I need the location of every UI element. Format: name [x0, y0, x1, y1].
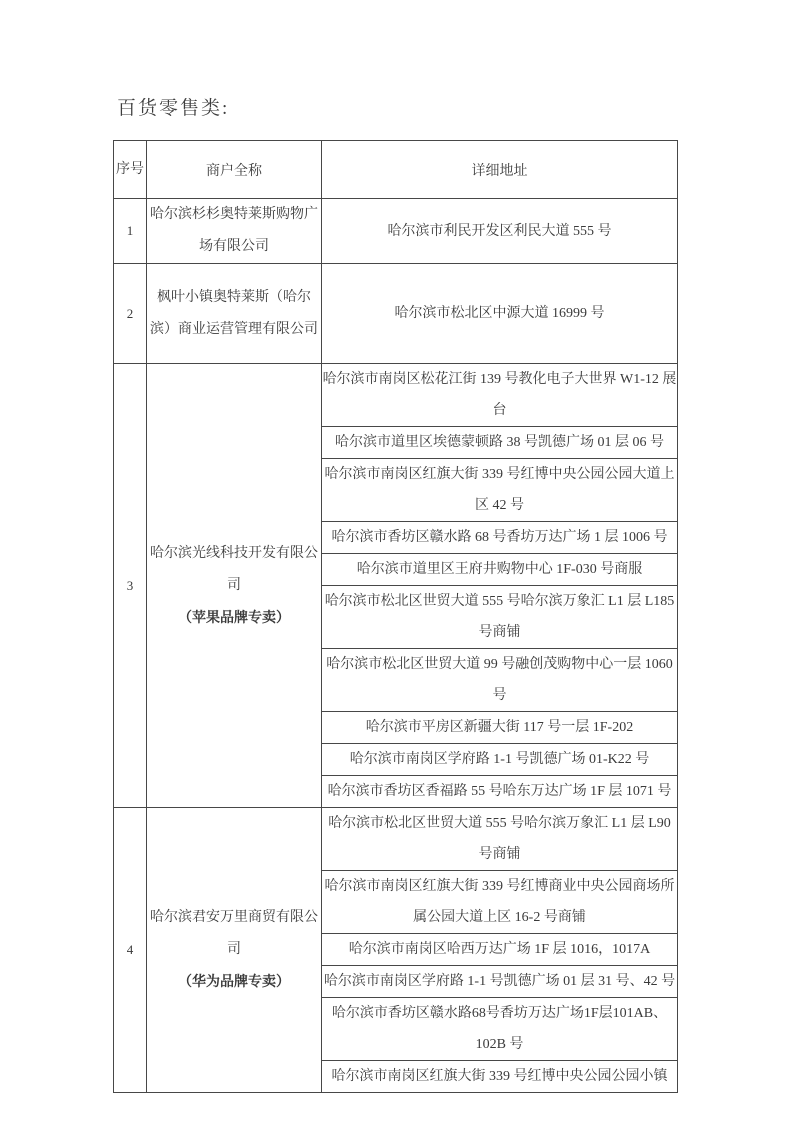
- header-address: 详细地址: [322, 141, 678, 199]
- header-merchant-name: 商户全称: [147, 141, 322, 199]
- address-cell: 哈尔滨市南岗区红旗大街 339 号红博中央公园公园小镇: [322, 1061, 678, 1093]
- table-row: [114, 199, 678, 264]
- merchant-name: 哈尔滨杉杉奥特莱斯购物广场有限公司: [150, 207, 318, 254]
- table-row: [114, 808, 678, 871]
- address-cell: 哈尔滨市南岗区红旗大街 339 号红博中央公园公园大道上区 42 号: [322, 459, 678, 522]
- address-cell: 哈尔滨市道里区埃德蒙顿路 38 号凯德广场 01 层 06 号: [322, 427, 678, 459]
- merchant-name: 哈尔滨君安万里商贸有限公司: [150, 910, 318, 957]
- address-cell: 哈尔滨市南岗区学府路 1-1 号凯德广场 01 层 31 号、42 号: [322, 966, 678, 998]
- merchant-brand-label: （华为品牌专卖）: [178, 974, 290, 990]
- address-cell: 哈尔滨市利民开发区利民大道 555 号: [322, 199, 678, 264]
- merchant-name-cell: [147, 808, 322, 1093]
- address-cell: 哈尔滨市南岗区学府路 1-1 号凯德广场 01-K22 号: [322, 744, 678, 776]
- table-header-row: [114, 141, 678, 199]
- address-cell: 哈尔滨市松北区世贸大道 555 号哈尔滨万象汇 L1 层 L185 号商铺: [322, 586, 678, 649]
- address-cell: 哈尔滨市松北区世贸大道 99 号融创茂购物中心一层 1060 号: [322, 649, 678, 712]
- merchant-name-cell: [147, 364, 322, 808]
- address-cell: 哈尔滨市松北区世贸大道 555 号哈尔滨万象汇 L1 层 L90 号商铺: [322, 808, 678, 871]
- table-row: [114, 264, 678, 364]
- table-row: [114, 364, 678, 427]
- address-cell: 哈尔滨市松北区中源大道 16999 号: [322, 264, 678, 364]
- address-cell: 哈尔滨市南岗区松花江街 139 号教化电子大世界 W1-12 展台: [322, 364, 678, 427]
- merchant-name: 哈尔滨光线科技开发有限公司: [150, 545, 318, 593]
- address-cell: 哈尔滨市香坊区赣水路68号香坊万达广场1F层101AB、102B 号: [322, 998, 678, 1061]
- address-cell: 哈尔滨市道里区王府井购物中心 1F-030 号商服: [322, 554, 678, 586]
- address-cell: 哈尔滨市香坊区香福路 55 号哈东万达广场 1F 层 1071 号: [322, 776, 678, 808]
- merchant-name-cell: [147, 264, 322, 364]
- row-number-cell: 1: [114, 199, 147, 264]
- merchant-name: 枫叶小镇奥特莱斯（哈尔滨）商业运营管理有限公司: [150, 289, 318, 337]
- row-number-cell: 2: [114, 264, 147, 364]
- row-number-cell: 4: [114, 808, 147, 1093]
- merchant-table: [113, 140, 678, 1093]
- merchant-name-cell: [147, 199, 322, 264]
- address-cell: 哈尔滨市南岗区红旗大街 339 号红博商业中央公园商场所属公园大道上区 16-2 号商铺: [322, 871, 678, 934]
- page-title: 百货零售类:: [117, 98, 230, 119]
- merchant-brand-label: （苹果品牌专卖）: [178, 609, 290, 626]
- address-cell: 哈尔滨市南岗区哈西万达广场 1F 层 1016，1017A: [322, 934, 678, 966]
- row-number-cell: 3: [114, 364, 147, 808]
- address-cell: 哈尔滨市香坊区赣水路 68 号香坊万达广场 1 层 1006 号: [322, 522, 678, 554]
- address-cell: 哈尔滨市平房区新疆大街 117 号一层 1F-202: [322, 712, 678, 744]
- header-index: 序号: [114, 141, 147, 199]
